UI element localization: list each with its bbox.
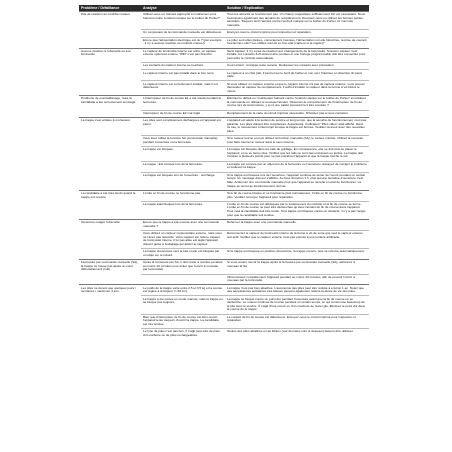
analysis-cell: Est-ce que l'alimentation électrique est ok ? (par exemple : il n'y a aucune réaction au contrôle manuel) (141, 37, 225, 48)
solution-cell: Si le moteur tourne et vous utilisez la fonction manuelle (SA), le moteur s'arrête. Utilisez la nouveau pour faire tourner le moteur dans le sens inverse. (225, 136, 369, 147)
problem-cell (79, 274, 141, 285)
table-row (79, 296, 369, 314)
solution-cell: Court-circuit : la trappe reste ouverte. Redressez les contacts avec précaution. (225, 63, 369, 70)
solution-cell: L'unité en fin de course est débloquée par le soulèvement du contrôle et la fin de course se ferme. L'unité en fin de course ne peut être déclenchée qu'avec l'aimant du fin de course dans l'appareil. Pour cela la candidatte doit être tendu. Si la trappe est bloquée contre un obstacle, il n'y a pas l'angle pour que la candidatte soit tendue. (225, 201, 369, 219)
analysis-cell: La trappe est bloquée. (141, 147, 225, 162)
solution-cell: Remplacement de la carte du circuit imprimé nécessaire. N'hésitez pas à nous contacter. (225, 110, 369, 117)
solution-cell: La trappe n'est pas bien attachée. L'autonomie des piles peut être réduite à environ 1 an. Notez que des températures ambiantes très basses peuvent également réduire la durée de vie des piles. (225, 285, 369, 296)
analysis-cell: La trappe d'ouverture vers le bas et elle est bloquée par un objet sur le rebord. (141, 248, 225, 259)
problem-cell: Problème de eventablissage, mais la candidatte a été correctement envisagé. (79, 95, 141, 110)
solution-cell: Le capteur a un côté plat. Il permet les le bord du boîtier et non vers l'intérieur en direction du paroi plate. (225, 70, 369, 81)
solution-cell: Seules des piles alcalines ou au lithium (voir données sont ci-dessous) doivent être utilisées. (225, 329, 369, 339)
problem-cell (79, 110, 141, 117)
solution-cell: Le pilier sont elles pleines, correctement insérées, l'alimentation not elle bloinchée, la prise de courant fonctionne-t-elle? Les câbles sont-ils en bon état (capteur et la régule)? (225, 37, 369, 48)
analysis-cell: Bien que l'interrupteur de fin de course est bien ouvert, l'appareil tente toujours d'ouvrir la trappe. La candidatte est très tendue. (141, 314, 225, 329)
analysis-cell: Les piles sont complètement déchargées et l'appareil est éteint. (141, 117, 225, 135)
header-solution: Solution / Explication (225, 5, 369, 12)
analysis-cell: Le type de piles n'est pas bon. Il s'agit peut-être de piles zinc-carbone ou de piles rechargeables. (141, 329, 225, 339)
analysis-cell: Le capteur de luminosité interne est retiré, un capteur externe optionnel externe "Willi" n'est pas branché. (141, 48, 225, 63)
table-row (79, 63, 369, 70)
solution-cell: Sans capteur, il n'y a pas de réaction aux changements de la luminosité. Si aucun capteur n'est installé, les contacts 3+5 doivent être pontées et une horloge programmable doit être connectée pour permettre le contrôle automatique. (225, 48, 369, 63)
table-row (79, 30, 369, 37)
problem-cell (79, 136, 141, 147)
analysis-cell: L'unité en fin de course ne fonctionne pas. (141, 190, 225, 201)
solution-cell: Si vous utilisez un capteur externe et que le capteur interne n'a pas de capteur externe, vous pouvez demander un capteur de remplacement, il suffit d'installer le capteur dans la bonne a vis bloins le mieux. (225, 81, 369, 96)
problem-cell: Aucune réaction à l'obscurité ou à la luminosité (79, 48, 141, 63)
table-row (79, 136, 369, 147)
table-row (79, 70, 369, 81)
analysis-cell: L'interrupteur de fin de course E1 a été soudé pendant la fermeture. (141, 95, 225, 110)
solution-cell: Obscurcissez complètement l'appareil pendant au moins 10 minutes, afin de pouvoir l'ouvrir à nouveau par la luminosité. (225, 274, 369, 285)
table-row (79, 81, 369, 96)
analysis-cell: La trappe a été portée en mode manuel, mais la trappe ne se bloque pas toujours. (141, 296, 225, 314)
problem-cell (79, 30, 141, 37)
solution-cell: Si vous voulez rouvrir la trappe après la fermeture par commande manuelle (SA), actionnez à nouveau la SA. (225, 259, 369, 274)
problem-cell: Les piles ne durent que quelques jours / semaines / maximum 3 ans. (79, 285, 141, 296)
analysis-cell: Vous utilisez un capteur crépusculaire externe, mais vous ne l'avez pas raccordé. Votre capteur est relié le capteur de luminosité interne. Il lui pas allée est réglé l'appareil doivent gelée à l'éclairage qui atteint le capteur. (141, 230, 225, 248)
problem-cell (79, 147, 141, 162)
problem-cell: Ouverture malgré l'obscurité (79, 219, 141, 230)
table-row (79, 172, 369, 190)
solution-cell: La trappe est coincée par un objet lors de la fermeture ou l'ouverture. Essayez de corriger le problème et soulevez la trappe. (225, 161, 369, 172)
analysis-cell: La trappe : Est coincée lors de la fermeture. (141, 161, 225, 172)
solution-cell: Déconnectez le capteur de luminosité interne de la borne a vis de sorte que seul le capteur externe soit actif. Vérifiez que le capteur externe n'est pas exposé à une lumière artificielle. (225, 230, 369, 248)
table-row (79, 329, 369, 339)
table-row (79, 37, 369, 48)
solution-cell: Tous les aimants ne fonctionnent pas. Un champ magnétique suffisamment fort est nécessaire. Nous fournissons également des aimants de remplacement. Devissez-nous ou utilisez les bonnes petites aimantés. Toujours tenir l'aimant contre l'endroit marqué sur le boîtier du Portier, ici nommée manuelle. (225, 12, 369, 30)
solution-cell: Envoyez-nous le circuit imprimé pour inspection et réparation. (225, 30, 369, 37)
solution-cell: La trappe est bloquée dans les rails de guidage. En conséquence, elle ne doit plus se placer le l'appareil, et ne se ferme plus. Vérifiez que les rails ne sont pas encrassés ou tordus. La trappe doit s'arrêter à plusieurs points pour ne pas entraîner l'appareil et que la trappe touche le sol. (225, 147, 369, 162)
analysis-cell: Les contacts du capteur interne se touchent. (141, 63, 225, 70)
solution-cell: Si le fin de course bloque et ne fonctionne plus normalement, l'unité en fin de course ne fonctionne plus. Veuillez renvoyer l'appareil pour réparation. (225, 190, 369, 201)
analysis-cell: Après la fermeture par SA, il doit rester à nombre pendant au moins 10 minutes pour éviter que l'ouvrir à nouveau par luminosité). (141, 259, 225, 274)
analysis-cell: Interrupteur de fin de course E2 mal réglé (141, 110, 225, 117)
solution-cell: Refermer la trappe avec une commande manuelle. (225, 219, 369, 230)
table-row (79, 219, 369, 230)
analysis-cell (141, 274, 225, 285)
problem-cell (79, 248, 141, 259)
solution-cell: L'appareil est alerté à la tension de service et long temps, que la sécurité de fonctionnement n'est pas garantie. Les piles doivent être remplacées. Auparavant, l'indicateur "Piles vides" était affiché. Dans ce cas, le mouvement s'interrompt lorsque la trappe est fermée. Veuillez recevoir avec des nouvelles piles. (225, 117, 369, 135)
solution-cell: Si la trappe est bloquée lors de l'ouverture, l'appareil continue de tenter de l'ouvrir pendant un certain temps. Un message d'erreur s'affiche. Au bout d'environ 1 h, plus aucune tentative d'ouverture n'est faite. Actionnez une commande manuelle pour que l'appareil se remette en état de fonctionner. La trappe se remet au fonctionnement normal. (225, 172, 369, 190)
table-row (79, 12, 369, 30)
problem-cell: La candidatte a été tirés tendu quand la trappe est ouverte (79, 190, 141, 201)
problem-cell (79, 161, 141, 172)
header-problem: Problème / Défaillance (79, 5, 141, 12)
problem-cell (79, 230, 141, 248)
table-row (79, 285, 369, 296)
analysis-cell: Le capteur interne est pas installé dans le bon sens. (141, 70, 225, 81)
table-row (79, 274, 369, 285)
problem-cell (79, 172, 141, 190)
solution-cell: Si la trappe est bloquée en position d'ouverture, la trappe s'ouvre, puis se referme automatiquement. (225, 248, 369, 259)
analysis-cell: Le poids de la trappe varie entre 2,5 et 3,5 kg et la course est réglée à la largeur (> 80 cm). (141, 285, 225, 296)
table-row (79, 259, 369, 274)
analysis-cell: Vous avez utilisé la fonction SA (commande manuelle) pendant l'ouverture ou la fermeture. (141, 136, 225, 147)
problem-cell: La trappe s'est arrêtée à mi-hauteur. (79, 117, 141, 135)
table-row (79, 48, 369, 63)
problem-cell: Pas de réaction au contrôle manuel (79, 12, 141, 30)
table-row (79, 161, 369, 172)
header-analysis: Analyse (141, 5, 225, 12)
table-row (79, 230, 369, 248)
table-row (79, 117, 369, 135)
analysis-cell: Utilisez-vous un l'aimant approprié et maintenez-vous l'aimant contre l'endroit marqué sur le boîtier du Portier? (141, 12, 225, 30)
analysis-cell: Est-ce que la trappe a été ouverte avec une commande manuelle ? (141, 219, 225, 230)
table-row (79, 110, 369, 117)
troubleshooting-table (79, 5, 369, 339)
table-row (79, 314, 369, 329)
table-row (79, 147, 369, 162)
problem-cell (79, 201, 141, 219)
table-body (79, 12, 369, 340)
table-row (79, 190, 369, 201)
analysis-cell: La trappe est bloquée lors de l'ouverture : surcharge. (141, 172, 225, 190)
problem-cell (79, 63, 141, 70)
table-row (79, 201, 369, 219)
problem-cell (79, 70, 141, 81)
problem-cell (79, 37, 141, 48)
analysis-cell: Un composant de la commande manuelle est défectueux. (141, 30, 225, 37)
table-row (79, 248, 369, 259)
problem-cell (79, 81, 141, 96)
solution-cell: La trappe se bloque contre un point dur pendant l'ouverture avant que la fin de course ne se déclenche. Le moteur continue de tourner pendant un certain temps, ce qui consomme beaucoup de la pile avec le service. À s'agit d'une erreur ou d'un courbure de l'évier-glo. Eliminez le point dur dans la course de la trappe. (225, 296, 369, 314)
solution-cell: Éliminez le défaut en "maintenant l'aimant contre l'endroit marqué sur le boîtier du Portier" et réduisez la commande en utilisant à nouveau l'aimant. Observez-le comportement de l'interrupteur de fin de course lors de la fermeture, y a-t-il une saleté poussant le il être soudure ? (225, 95, 369, 110)
analysis-cell: Le capteur interne est correctement installé, mais il est défectueux. (141, 81, 225, 96)
problem-cell (79, 296, 141, 314)
problem-cell: Fermeture par commande manuelle (SA), la trappe se trouve pas après un court déboutéliement (nuit). (79, 259, 141, 274)
problem-cell (79, 329, 141, 339)
solution-cell: Le contact de fin de course est défectueux. Envoyez-nous le circuit imprimé pour inspection et réparation. (225, 314, 369, 329)
table-row (79, 95, 369, 110)
analysis-cell: La trappe était bloquée lors de la fermeture. (141, 201, 225, 219)
problem-cell (79, 314, 141, 329)
troubleshooting-page (79, 5, 369, 339)
